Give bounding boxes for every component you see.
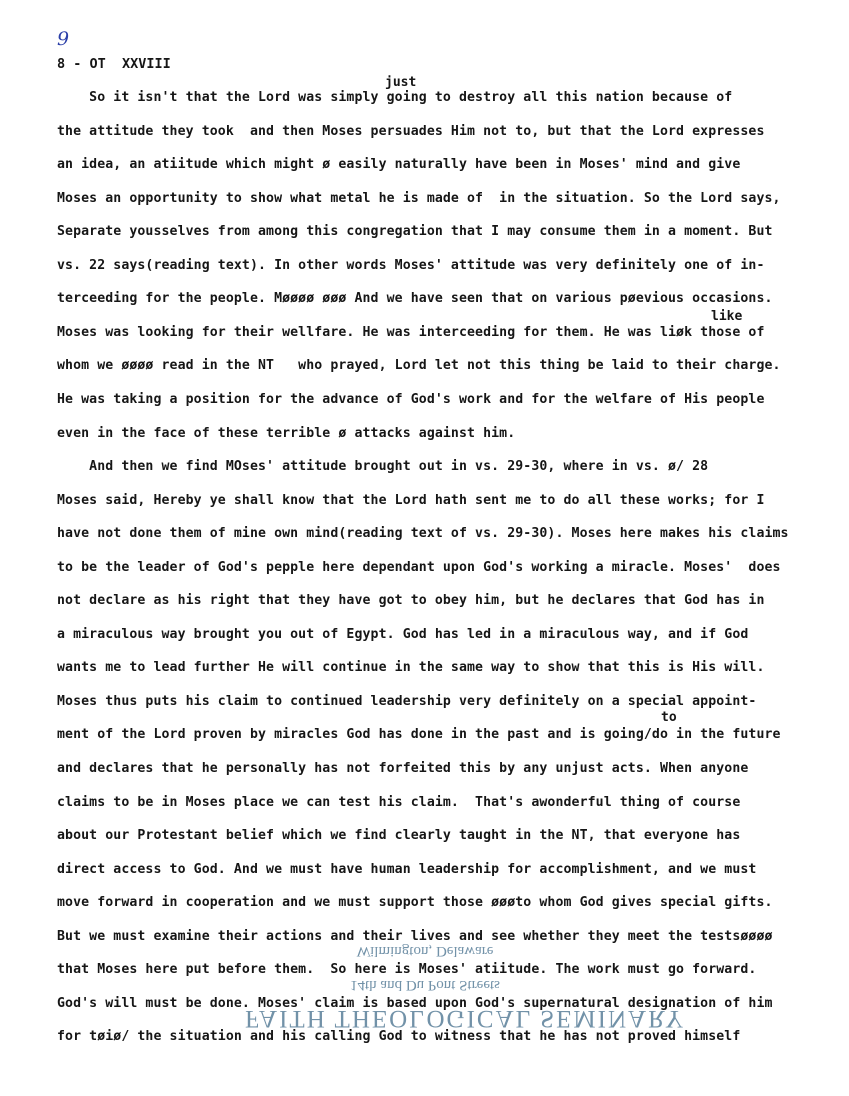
text-line: Moses an opportunity to show what metal he is made of in the situation. So the Lord says,: [57, 190, 781, 206]
stamp-line-address: 14th and Du Pont Streets: [350, 977, 500, 993]
text-line: a miraculous way brought you out of Egypt. God has led in a miraculous way, and if God: [57, 626, 749, 642]
text-line: claims to be in Moses place we can test his claim. That's awonderful thing of course: [57, 794, 741, 810]
text-line: Moses said, Hereby ye shall know that the Lord hath sent me to do all these works; for I: [57, 492, 765, 508]
text-line: vs. 22 says(reading text). In other words Moses' attitude was very definitely one of in-: [57, 257, 765, 273]
stamp-line-seminary: FAITH THEOLOGICAL SEMINARY: [245, 1005, 686, 1032]
text-line: the attitude they took and then Moses persuades Him not to, but that the Lord expresses: [57, 123, 765, 139]
text-line: But we must examine their actions and their lives and see whether they meet the testsøøøø: [57, 928, 773, 944]
text-line: move forward in cooperation and we must support those øøøto whom God gives special gifts.: [57, 895, 773, 911]
text-line: ment of the Lord proven by miracles God has done in the past and is going/do in the future: [57, 727, 781, 743]
text-line: not declare as his right that they have got to obey him, but he declares that God has in: [57, 593, 765, 609]
text-line: Separate yousselves from among this congregation that I may consume them in a moment. But: [57, 224, 773, 240]
text-line: terceeding for the people. Møøøø øøø And we have seen that on various pøevious occasions.: [57, 291, 773, 307]
text-line: He was taking a position for the advance of God's work and for the welfare of His people: [57, 391, 765, 407]
text-line: God's will must be done. Moses' claim is based upon God's supernatural designation of him: [57, 995, 773, 1011]
text-line: that Moses here put before them. So here is Moses' atiitude. The work must go forward.: [57, 962, 757, 978]
text-line: wants me to lead further He will continue in the same way to show that this is His will.: [57, 660, 765, 676]
text-line: even in the face of these terrible ø attacks against him.: [57, 425, 516, 441]
text-line: for tøiø/ the situation and his calling God to witness that he has not proved himself: [57, 1029, 741, 1045]
text-line: and declares that he personally has not forfeited this by any unjust acts. When anyone: [57, 761, 749, 776]
insertion-to: to: [661, 710, 677, 725]
text-line: to be the leader of God's pepple here dependant upon God's working a miracle. Moses' does: [57, 559, 781, 575]
text-line: Moses thus puts his claim to continued leadership very definitely on a special appoint-: [57, 693, 757, 709]
stamp-line-wilmington: Wilmington, Delaware: [356, 943, 494, 959]
text-line: So it isn't that the Lord was simply going to destroy all this nation because of: [57, 90, 733, 105]
text-line: have not done them of mine own mind(reading text of vs. 29-30). Moses here makes his claims: [57, 526, 789, 542]
text-line: whom we øøøø read in the NT who prayed, Lord let not this thing be laid to their charge.: [57, 358, 781, 374]
text-line: an idea, an atiitude which might ø easily naturally have been in Moses' mind and give: [57, 157, 741, 173]
insertion-just: just: [385, 75, 417, 90]
text-line: Moses was looking for their wellfare. He was interceeding for them. He was liøk those of: [57, 324, 765, 340]
text-line: And then we find MOses' attitude brought out in vs. 29-30, where in vs. ø/ 28: [57, 459, 709, 475]
text-line: direct access to God. And we must have human leadership for accomplishment, and we must: [57, 861, 757, 877]
page-number: 9: [57, 28, 70, 50]
text-line: about our Protestant belief which we find clearly taught in the NT, that everyone has: [57, 828, 741, 844]
insertion-like: like: [711, 309, 743, 324]
page-header: 8 - OT XXVIII: [57, 56, 171, 72]
